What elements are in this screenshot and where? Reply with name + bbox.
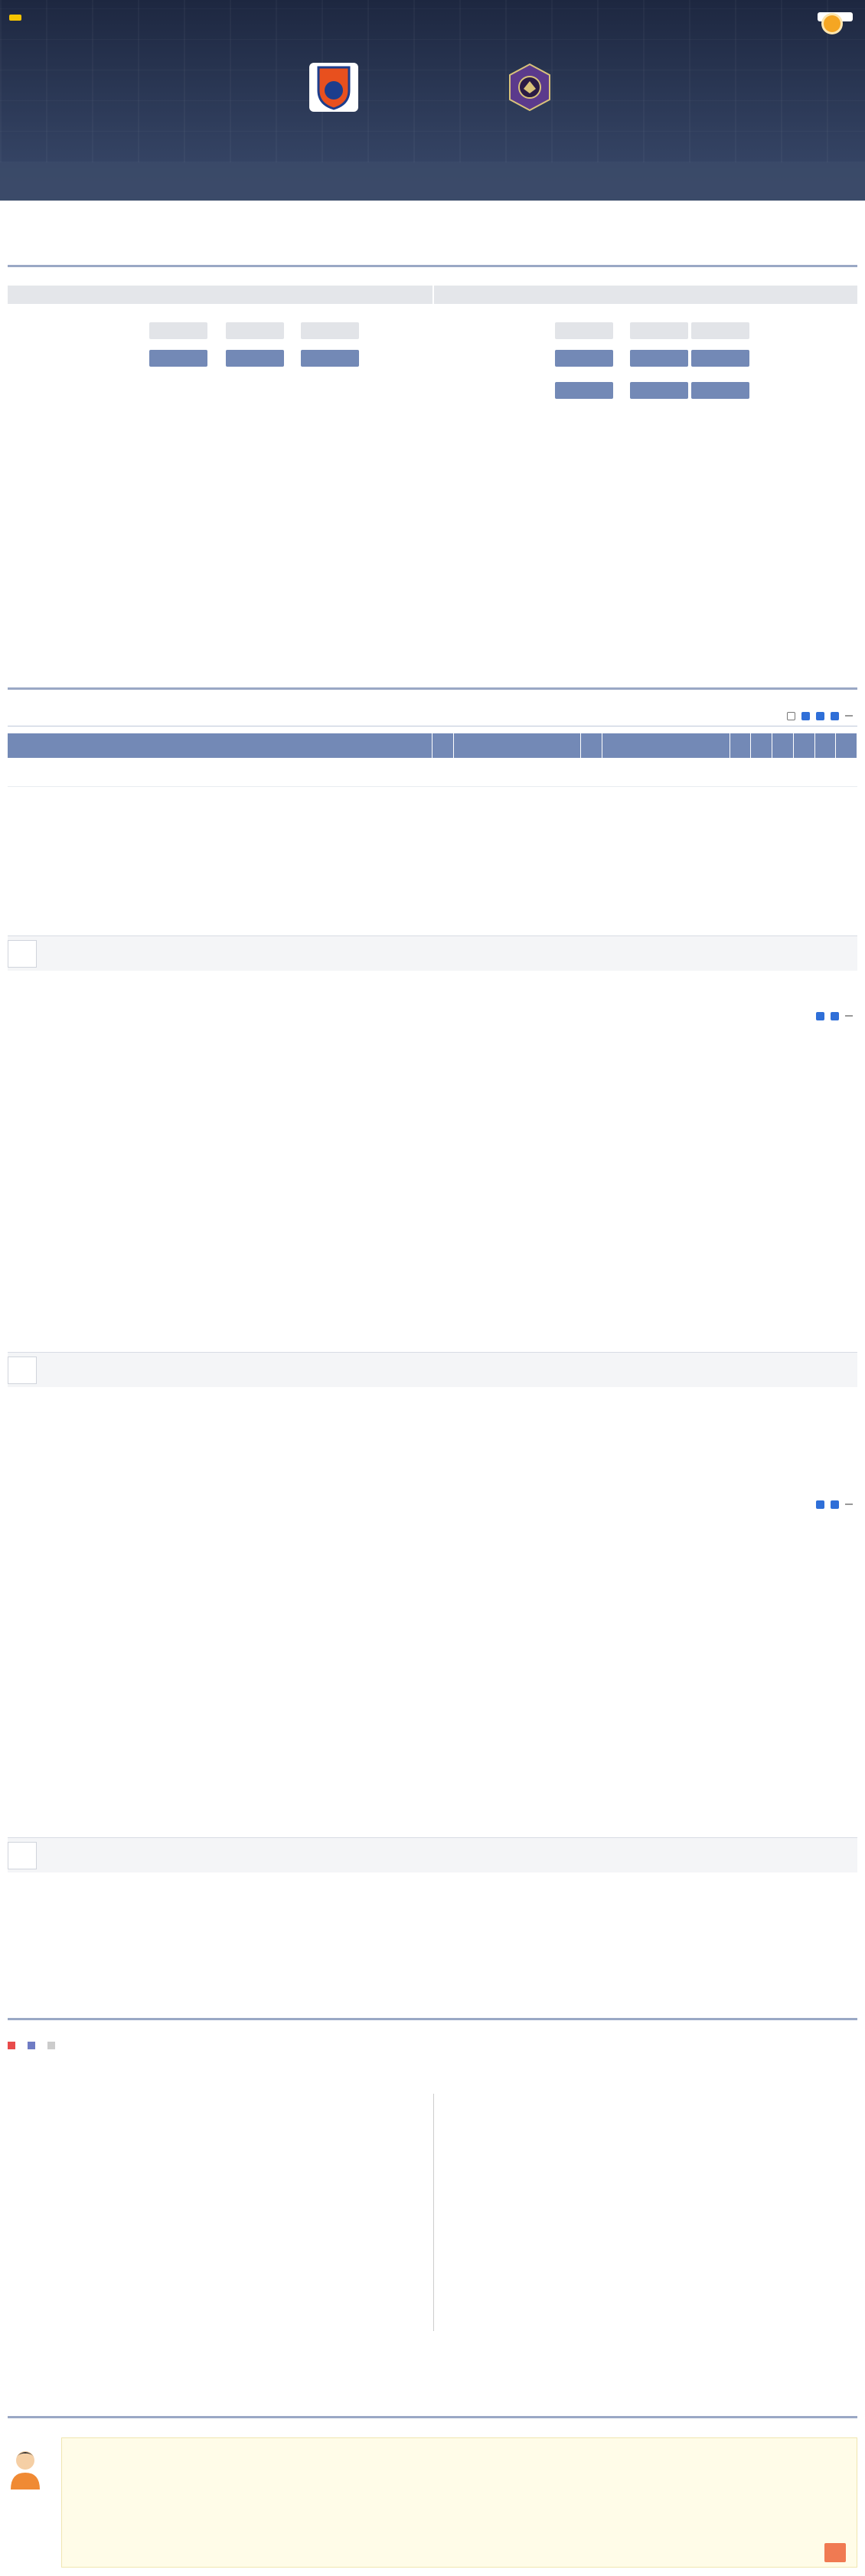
table-cell [836,758,857,786]
anyang-crest-icon [505,63,554,112]
table-cell [8,758,432,786]
league-badge[interactable] [9,15,21,21]
odds-cell[interactable] [226,350,284,367]
odds-cell[interactable] [691,382,749,399]
column-header [772,733,794,758]
odds-cell[interactable] [555,382,613,399]
section-divider [8,265,857,267]
away-filters [816,1499,857,1509]
odds-cell[interactable] [226,322,284,339]
column-header [432,733,454,758]
odds-cell[interactable] [691,350,749,367]
odds-cell[interactable] [630,382,688,399]
legend-neutral [28,2040,38,2050]
filter-home[interactable] [787,710,797,720]
donut-center-label [609,487,683,560]
column-header [453,733,580,758]
table-cell [751,758,772,786]
prediction [820,2548,846,2558]
legend-bad [47,2040,58,2050]
column-header [730,733,751,758]
odds-cell[interactable] [555,350,613,367]
away-summary [8,1837,857,1872]
column-header [814,733,836,758]
notepad-icon [8,940,37,968]
h2h-filters [787,710,857,720]
column-header [836,733,857,758]
odds-cell[interactable] [630,350,688,367]
filter-kor-d2[interactable] [831,710,841,720]
news-legend [8,2040,58,2050]
notepad-icon [8,1357,37,1384]
weather-box [818,12,853,21]
table-cell[interactable] [602,758,730,786]
match-count-select[interactable] [845,1503,853,1505]
analyst-avatar-icon [8,2447,43,2489]
odds-cell[interactable] [301,322,359,339]
filter-kor-cup[interactable] [831,1499,841,1509]
away-odds-donut [596,473,697,574]
away-team-logo[interactable] [505,63,554,112]
opinion-box [61,2437,857,2568]
tab-bar [0,162,865,201]
filter-kor-cup[interactable] [831,1010,841,1020]
notepad-icon [8,1842,37,1869]
h2h-summary [8,935,857,971]
odds-cell[interactable] [555,322,613,339]
column-header [581,733,602,758]
match-count-select[interactable] [845,715,853,717]
odds-cell[interactable] [149,322,207,339]
column-header [8,733,432,758]
prediction-badge[interactable] [824,2543,846,2562]
column-header [793,733,814,758]
home-odds-donut [170,473,271,574]
table-cell[interactable] [453,758,580,786]
column-header [751,733,772,758]
section-divider [8,687,857,690]
table-cell [772,758,794,786]
h2h-table [8,733,857,787]
odds-cell[interactable] [149,350,207,367]
match-header [0,0,865,201]
filter-kor-d1[interactable] [816,1499,826,1509]
home-summary [8,1352,857,1387]
table-cell [730,758,751,786]
donut-center-label [184,487,257,560]
legend-good [8,2040,18,2050]
news-divider [433,2094,434,2331]
handicap-group-header [8,286,432,304]
table-cell [581,758,602,786]
1x2-group-header [432,286,857,304]
odds-cell[interactable] [301,350,359,367]
filter-kor-cup[interactable] [816,710,826,720]
table-cell [793,758,814,786]
section-divider [8,2018,857,2020]
odds-cell[interactable] [691,322,749,339]
jeju-crest-icon [309,63,358,112]
sun-icon [824,15,841,32]
table-row[interactable] [8,758,857,786]
odds-cell[interactable] [630,322,688,339]
column-header [602,733,730,758]
table-cell [814,758,836,786]
section-divider [8,2416,857,2418]
home-filters [816,1010,857,1020]
table-cell [432,758,454,786]
home-team-logo[interactable] [309,63,358,112]
stadium-background [0,0,865,162]
filter-kor-d1[interactable] [816,1010,826,1020]
filter-kor-d1[interactable] [801,710,811,720]
match-count-select[interactable] [845,1015,853,1017]
